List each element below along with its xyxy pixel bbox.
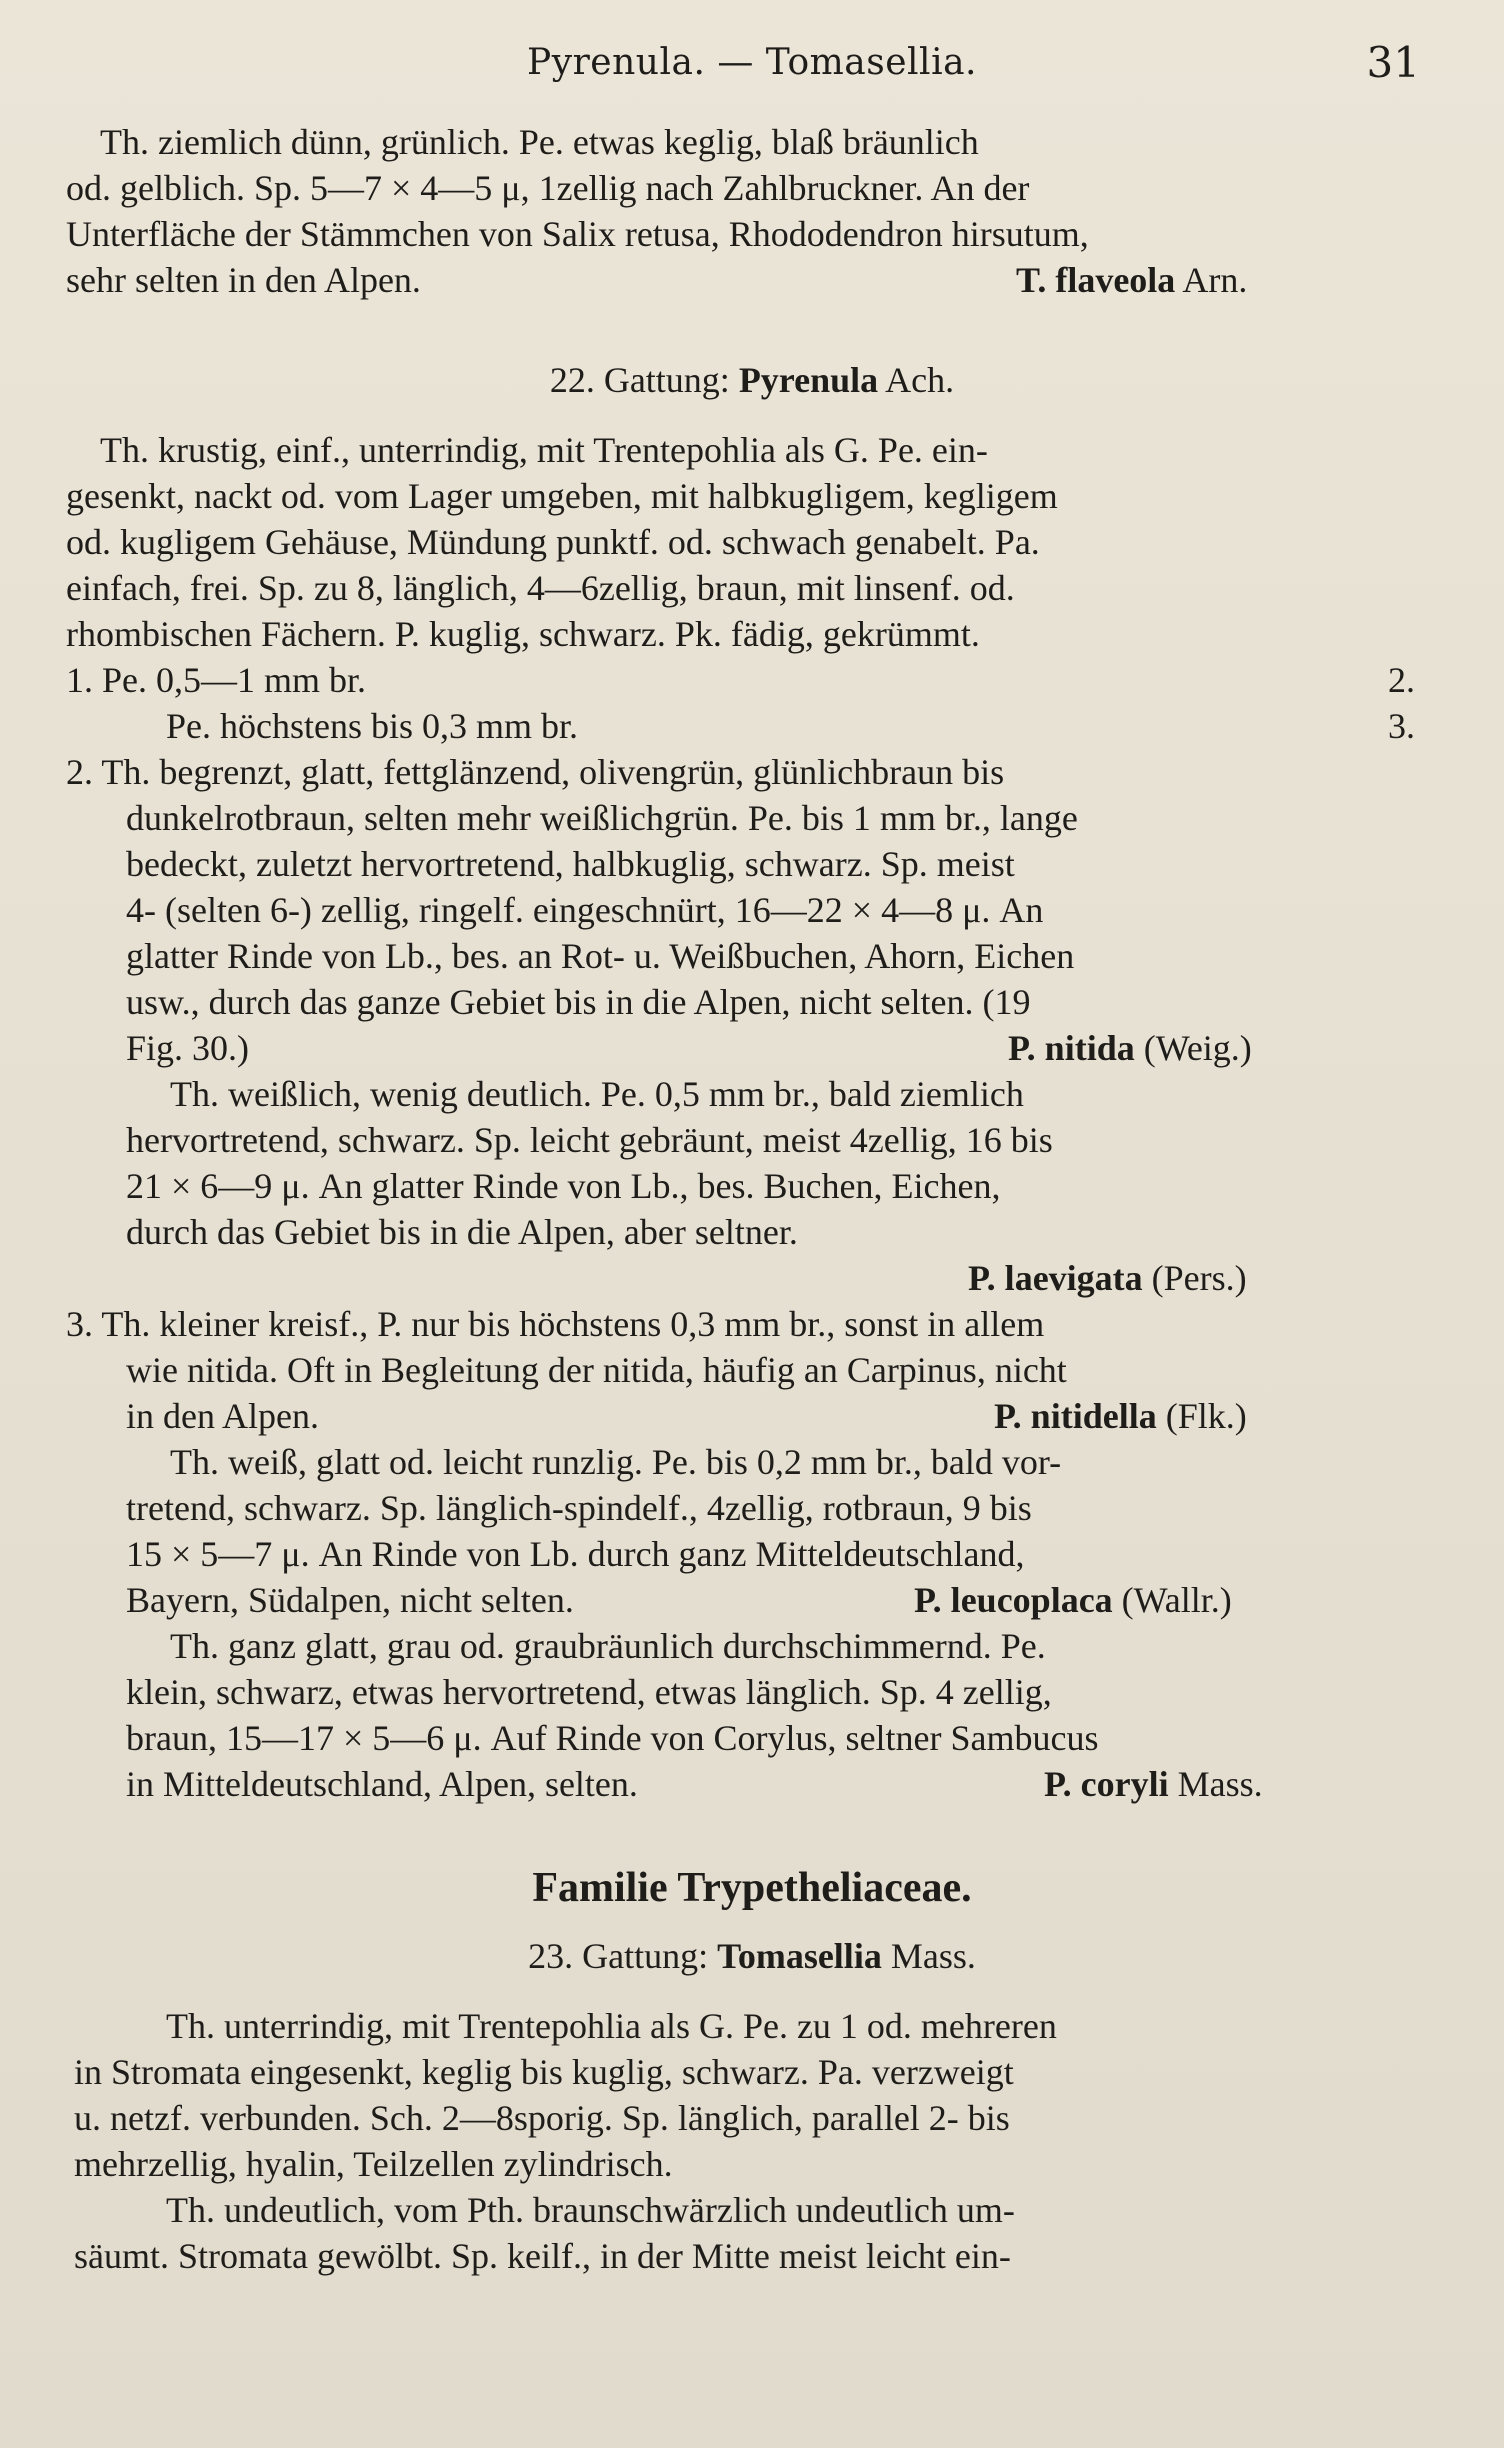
key-line: Fig. 30.): [126, 1028, 250, 1068]
key-line: Th. ganz glatt, grau od. graubräunlich durchschimmernd. Pe.: [170, 1626, 1046, 1666]
page-number: 31: [1366, 38, 1420, 87]
text-line: Unterfläche der Stämmchen von Salix retusa, Rhododendron hirsutum,: [66, 214, 1089, 254]
key-line: bedeckt, zuletzt hervortretend, halbkuglig, schwarz. Sp. meist: [126, 844, 1015, 884]
key-line: durch das Gebiet bis in die Alpen, aber seltner.: [126, 1212, 798, 1252]
species-name: T. flaveola Arn.: [1016, 260, 1248, 300]
text-line: säumt. Stromata gewölbt. Sp. keilf., in der Mitte meist leicht ein-: [74, 2236, 1011, 2276]
page-header: [0, 38, 1504, 90]
text-line: einfach, frei. Sp. zu 8, länglich, 4—6zellig, braun, mit linsenf. od.: [66, 568, 1015, 608]
running-title: Pyrenula. — Tomasellia.: [527, 42, 977, 83]
text-line: mehrzellig, hyalin, Teilzellen zylindrisch.: [74, 2144, 673, 2184]
text-line: sehr selten in den Alpen.: [66, 260, 421, 300]
text-line: Th. ziemlich dünn, grünlich. Pe. etwas keglig, blaß bräunlich: [100, 122, 979, 162]
text-line: Th. undeutlich, vom Pth. braunschwärzlich undeutlich um-: [166, 2190, 1015, 2230]
text-line: gesenkt, nackt od. vom Lager umgeben, mit halbkugligem, kegligem: [66, 476, 1058, 516]
key-ref: 2.: [1388, 660, 1415, 700]
text-line: rhombischen Fächern. P. kuglig, schwarz. Pk. fädig, gekrümmt.: [66, 614, 980, 654]
text-line: Th. krustig, einf., unterrindig, mit Trentepohlia als G. Pe. ein-: [100, 430, 988, 470]
key-line: hervortretend, schwarz. Sp. leicht gebräunt, meist 4zellig, 16 bis: [126, 1120, 1053, 1160]
key-line: klein, schwarz, etwas hervortretend, etwas länglich. Sp. 4 zellig,: [126, 1672, 1052, 1712]
key-line: Bayern, Südalpen, nicht selten.: [126, 1580, 574, 1620]
key-line: dunkelrotbraun, selten mehr weißlichgrün. Pe. bis 1 mm br., lange: [126, 798, 1078, 838]
key-line: wie nitida. Oft in Begleitung der nitida, häufig an Carpinus, nicht: [126, 1350, 1067, 1390]
species-name: P. nitida (Weig.): [1008, 1028, 1252, 1068]
text-line: od. kugligem Gehäuse, Mündung punktf. od. schwach genabelt. Pa.: [66, 522, 1040, 562]
text-line: in Stromata eingesenkt, keglig bis kuglig, schwarz. Pa. verzweigt: [74, 2052, 1014, 2092]
species-name: P. nitidella (Flk.): [994, 1396, 1247, 1436]
key-ref: 3.: [1388, 706, 1415, 746]
key-line: braun, 15—17 × 5—6 μ. Auf Rinde von Corylus, seltner Sambucus: [126, 1718, 1099, 1758]
key-line: 3. Th. kleiner kreisf., P. nur bis höchstens 0,3 mm br., sonst in allem: [66, 1304, 1045, 1344]
genus-heading: 22. Gattung: Pyrenula Ach.: [549, 360, 955, 400]
species-name: P. laevigata (Pers.): [968, 1258, 1247, 1298]
key-line: usw., durch das ganze Gebiet bis in die Alpen, nicht selten. (19: [126, 982, 1031, 1022]
family-heading: Familie Trypetheliaceae.: [532, 1865, 972, 1911]
key-line: in Mitteldeutschland, Alpen, selten.: [126, 1764, 638, 1804]
key-line: 15 × 5—7 μ. An Rinde von Lb. durch ganz Mitteldeutschland,: [126, 1534, 1025, 1574]
species-name: P. coryli Mass.: [1044, 1764, 1263, 1804]
key-line: 2. Th. begrenzt, glatt, fettglänzend, olivengrün, glünlichbraun bis: [66, 752, 1005, 792]
genus-heading: 23. Gattung: Tomasellia Mass.: [528, 1936, 976, 1976]
key-line: in den Alpen.: [126, 1396, 319, 1436]
key-line: Pe. höchstens bis 0,3 mm br.: [166, 706, 578, 746]
text-line: od. gelblich. Sp. 5—7 × 4—5 μ, 1zellig nach Zahlbruckner. An der: [66, 168, 1030, 208]
species-name: P. leucoplaca (Wallr.): [914, 1580, 1232, 1620]
key-line: 4- (selten 6-) zellig, ringelf. eingeschnürt, 16—22 × 4—8 μ. An: [126, 890, 1044, 930]
key-line: tretend, schwarz. Sp. länglich-spindelf., 4zellig, rotbraun, 9 bis: [126, 1488, 1032, 1528]
text-line: u. netzf. verbunden. Sch. 2—8sporig. Sp. länglich, parallel 2- bis: [74, 2098, 1010, 2138]
key-line: 1. Pe. 0,5—1 mm br.: [66, 660, 367, 700]
text-line: Th. unterrindig, mit Trentepohlia als G. Pe. zu 1 od. mehreren: [166, 2006, 1057, 2046]
key-line: glatter Rinde von Lb., bes. an Rot- u. Weißbuchen, Ahorn, Eichen: [126, 936, 1075, 976]
key-line: 21 × 6—9 μ. An glatter Rinde von Lb., bes. Buchen, Eichen,: [126, 1166, 1001, 1206]
key-line: Th. weiß, glatt od. leicht runzlig. Pe. bis 0,2 mm br., bald vor-: [170, 1442, 1062, 1482]
key-line: Th. weißlich, wenig deutlich. Pe. 0,5 mm br., bald ziemlich: [170, 1074, 1024, 1114]
